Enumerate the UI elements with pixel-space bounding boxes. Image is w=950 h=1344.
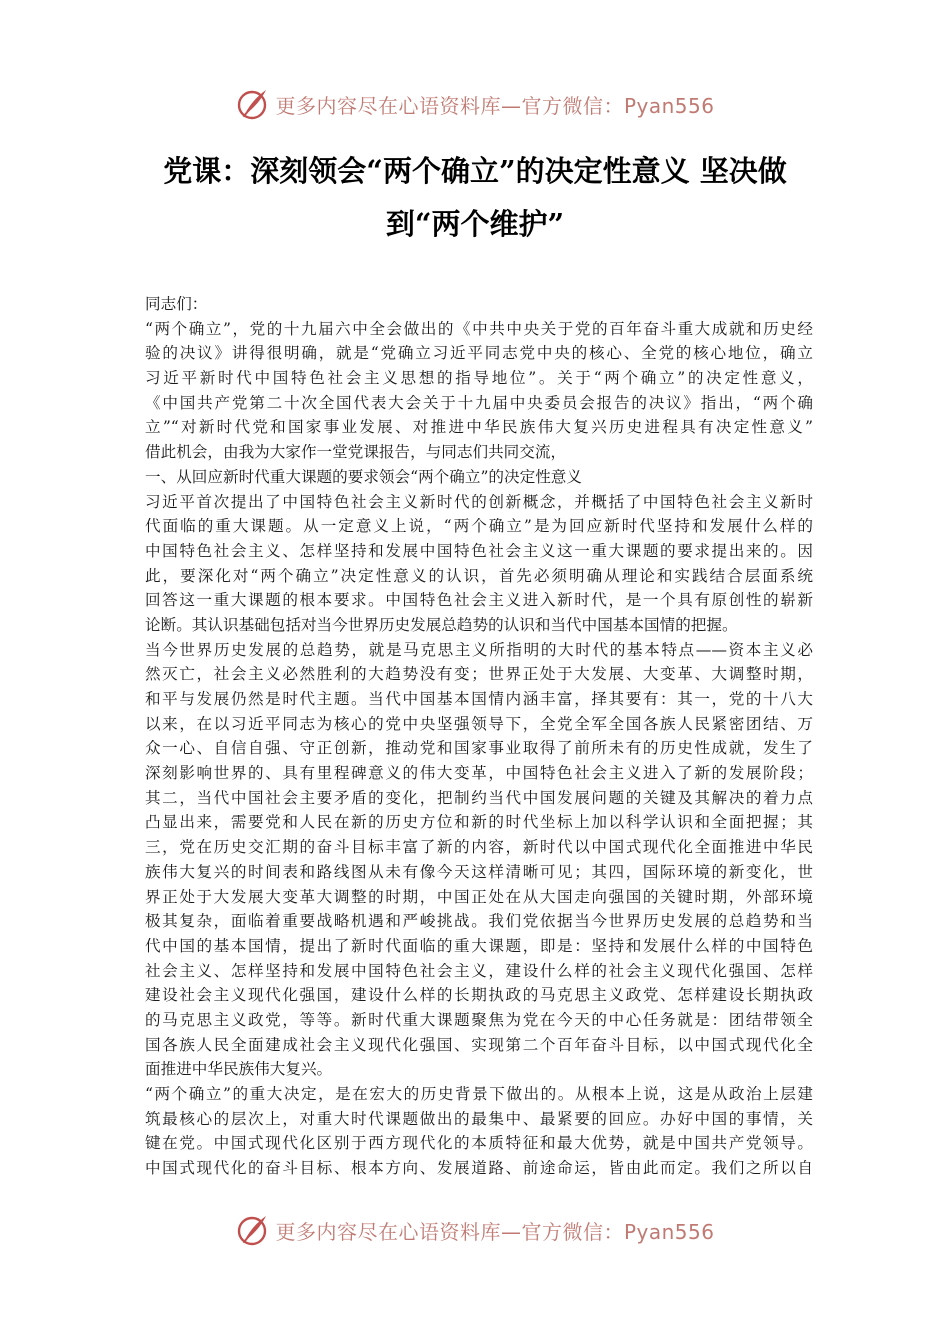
body-line: 立”“对新时代党和国家事业发展、对推进中华民族伟大复兴历史进程具有决定性意义” bbox=[145, 418, 813, 437]
title-line-2: 到“两个维护” bbox=[385, 207, 565, 241]
body-line: “两个确立”的重大决定，是在宏大的历史背景下做出的。从根本上说，这是从政治上层建 bbox=[145, 1085, 813, 1103]
body-line: 当今世界历史发展的总趋势，就是马克思主义所指明的大时代的基本特点——资本主义必 bbox=[145, 640, 813, 659]
title-line-1: 党课：深刻领会“两个确立”的决定性意义 坚决做 bbox=[163, 154, 787, 188]
body-line: 键在党。中国式现代化区别于西方现代化的本质特征和最大优势，就是中国共产党领导。 bbox=[145, 1134, 813, 1153]
header-watermark-banner bbox=[0, 84, 950, 124]
body-line: 深刻影响世界的、具有里程碑意义的伟大变革，中国特色社会主义进入了新的发展阶段； bbox=[145, 764, 813, 783]
quill-logo-icon bbox=[235, 1212, 271, 1248]
document-body bbox=[145, 292, 813, 1181]
body-line: “两个确立”，党的十九届六中全会做出的《中共中央关于党的百年奋斗重大成就和历史经 bbox=[145, 319, 813, 338]
body-line: 代中国的基本国情，提出了新时代面临的重大课题，即是：坚持和发展什么样的中国特色 bbox=[145, 936, 813, 955]
body-line: 验的决议》讲得很明确，就是“党确立习近平同志党中央的核心、全党的核心地位，确立 bbox=[145, 344, 813, 363]
quill-logo-icon bbox=[235, 86, 271, 122]
body-line: 然灭亡，社会主义必然胜利的大趋势没有变；世界正处于大发展、大变革、大调整时期， bbox=[145, 665, 813, 684]
body-line: 论断。其认识基础包括对当今世界历史发展总趋势的认识和当代中国基本国情的把握。 bbox=[145, 615, 738, 634]
body-line: 的马克思主义政党，等等。新时代重大课题聚焦为党在今天的中心任务就是：团结带领全 bbox=[145, 1010, 813, 1029]
body-line: 中国特色社会主义、怎样坚持和发展中国特色社会主义这一重大课题的要求提出来的。因 bbox=[145, 541, 813, 560]
body-line: 界正处于大发展大变革大调整的时期，中国正处在从大国走向强国的关键时期，外部环境 bbox=[145, 887, 813, 906]
body-line: 筑最核心的层次上，对重大时代课题做出的最集中、最紧要的回应。办好中国的事情，关 bbox=[145, 1109, 813, 1128]
watermark-text: 更多内容尽在心语资料库—官方微信：Pyan556 bbox=[275, 1219, 715, 1244]
body-line: 社会主义、怎样坚持和发展中国特色社会主义，建设什么样的社会主义现代化强国、怎样 bbox=[145, 961, 813, 980]
body-line: 极其复杂，面临着重要战略机遇和严峻挑战。我们党依据当今世界历史发展的总趋势和当 bbox=[145, 912, 813, 931]
body-line: 三，党在历史交汇期的奋斗目标丰富了新的内容，新时代以中国式现代化全面推进中华民 bbox=[145, 838, 813, 857]
body-line: 《中国共产党第二十次全国代表大会关于十九届中央委员会报告的决议》指出，“两个确 bbox=[145, 393, 813, 412]
body-line: 建设社会主义现代化强国，建设什么样的长期执政的马克思主义政党、怎样建设长期执政 bbox=[145, 986, 813, 1005]
document-title bbox=[130, 145, 820, 251]
body-line: 其二，当代中国社会主要矛盾的变化，把制约当代中国发展问题的关键及其解决的着力点 bbox=[145, 788, 813, 807]
body-line: 此，要深化对“两个确立”决定性意义的认识，首先必须明确从理论和实践结合层面系统 bbox=[145, 566, 813, 585]
body-line: 习近平首次提出了中国特色社会主义新时代的创新概念，并概括了中国特色社会主义新时 bbox=[145, 492, 813, 511]
body-line: 族伟大复兴的时间表和路线图从未有像今天这样清晰可见；其四，国际环境的新变化，世 bbox=[145, 862, 813, 881]
body-line: 一、从回应新时代重大课题的要求领会“两个确立”的决定性意义 bbox=[145, 467, 582, 486]
body-line: 国各族人民全面建成社会主义现代化强国、实现第二个百年奋斗目标，以中国式现代化全 bbox=[145, 1035, 813, 1054]
body-line: 面推进中华民族伟大复兴。 bbox=[145, 1060, 333, 1079]
body-line: 同志们： bbox=[145, 295, 208, 313]
body-line: 回答这一重大课题的根本要求。中国特色社会主义进入新时代，是一个具有原创性的崭新 bbox=[145, 591, 813, 610]
body-line: 凸显出来，需要党和人民在新的历史方位和新的时代坐标上加以科学认识和全面把握；其 bbox=[145, 813, 813, 832]
body-line: 借此机会，由我为大家作一堂党课报告，与同志们共同交流， bbox=[145, 443, 567, 462]
body-line: 中国式现代化的奋斗目标、根本方向、发展道路、前途命运，皆由此而定。我们之所以自 bbox=[145, 1159, 813, 1178]
body-line: 习近平新时代中国特色社会主义思想的指导地位”。关于“两个确立”的决定性意义， bbox=[145, 369, 813, 388]
footer-watermark-banner bbox=[0, 1210, 950, 1250]
body-line: 和平与发展仍然是时代主题。当代中国基本国情内涵丰富，择其要有：其一，党的十八大 bbox=[145, 690, 813, 708]
body-line: 以来，在以习近平同志为核心的党中央坚强领导下，全党全军全国各族人民紧密团结、万 bbox=[145, 714, 813, 733]
body-line: 众一心、自信自强、守正创新，推动党和国家事业取得了前所未有的历史性成就，发生了 bbox=[145, 739, 813, 758]
watermark-text: 更多内容尽在心语资料库—官方微信：Pyan556 bbox=[275, 93, 715, 118]
body-line: 代面临的重大课题。从一定意义上说，“两个确立”是为回应新时代坚持和发展什么样的 bbox=[145, 517, 813, 536]
